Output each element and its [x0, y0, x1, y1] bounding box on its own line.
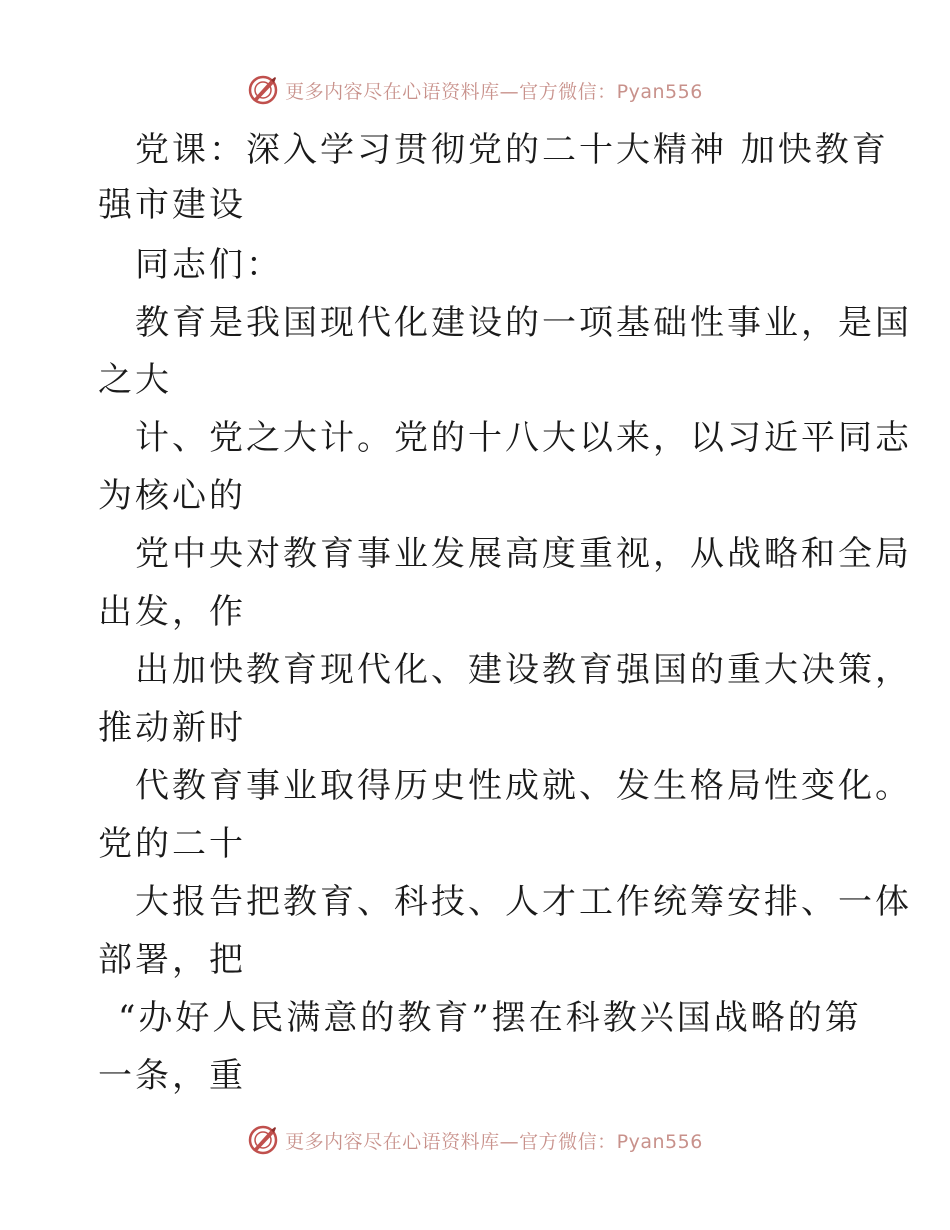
- paragraph-line: 之大: [98, 360, 172, 400]
- paragraph-line: “办好人民满意的教育”摆在科教兴国战略的第: [118, 998, 862, 1038]
- paragraph-line: 部署，把: [98, 940, 246, 980]
- footer-watermark: [0, 1120, 950, 1160]
- paragraph-line: 教育是我国现代化建设的一项基础性事业，是国: [135, 303, 912, 343]
- paragraph-line: 出发，作: [98, 592, 246, 632]
- quill-logo-icon: [247, 74, 279, 106]
- paragraph-line: 大报告把教育、科技、人才工作统筹安排、一体: [135, 882, 912, 922]
- document-title-line-2: 强市建设: [98, 185, 246, 225]
- document-title-line-1: 党课：深入学习贯彻党的二十大精神 加快教育: [135, 130, 889, 170]
- paragraph-line: 一条，重: [98, 1056, 246, 1096]
- paragraph-line: 计、党之大计。党的十八大以来，以习近平同志: [135, 418, 912, 458]
- paragraph-line: 出加快教育现代化、建设教育强国的重大决策，: [135, 650, 912, 690]
- paragraph-line: 代教育事业取得历史性成就、发生格局性变化。: [135, 766, 912, 806]
- salutation: 同志们：: [135, 245, 283, 285]
- watermark-text: 更多内容尽在心语资料库—官方微信：Pyan556: [285, 1130, 703, 1153]
- paragraph-line: 党的二十: [98, 824, 246, 864]
- paragraph-line: 为核心的: [98, 476, 246, 516]
- quill-logo-icon: [247, 1124, 279, 1156]
- header-watermark: [0, 70, 950, 110]
- paragraph-line: 推动新时: [98, 708, 246, 748]
- watermark-text: 更多内容尽在心语资料库—官方微信：Pyan556: [285, 80, 703, 103]
- paragraph-line: 党中央对教育事业发展高度重视，从战略和全局: [135, 534, 912, 574]
